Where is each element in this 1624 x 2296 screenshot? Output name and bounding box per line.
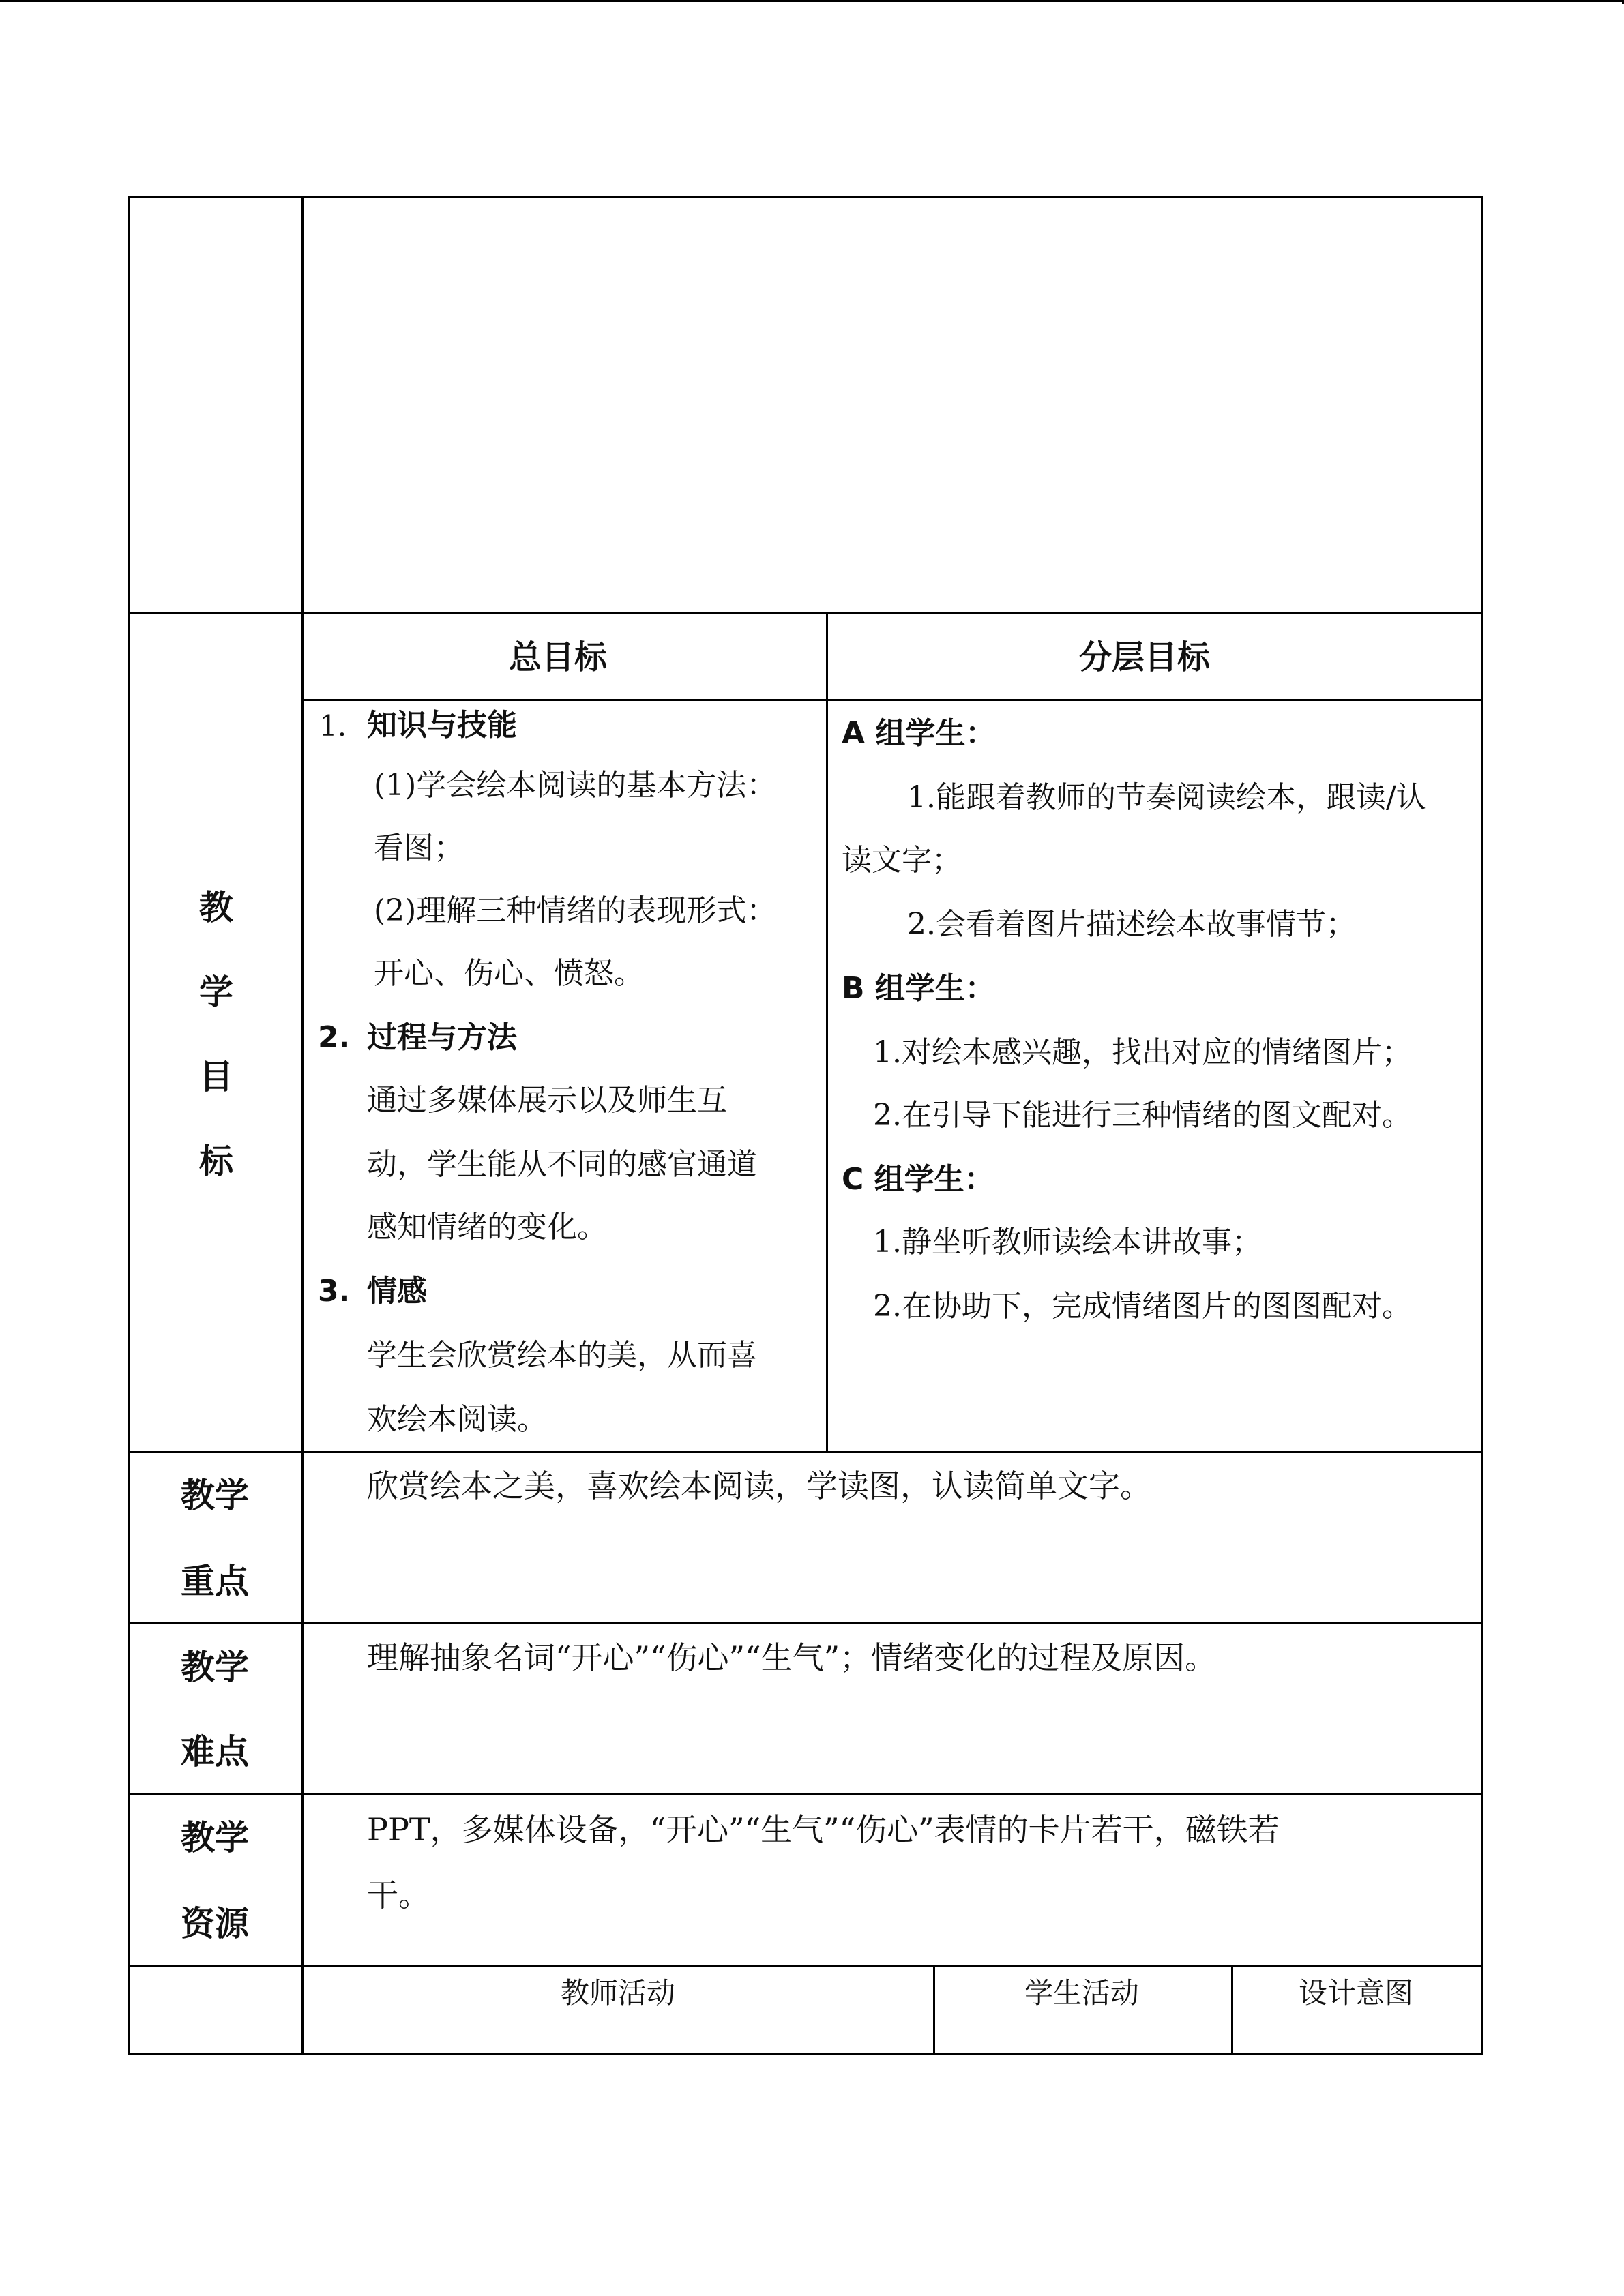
page-top-border	[0, 0, 1624, 2]
row-divider-difficulties-top	[128, 1622, 1483, 1624]
overall-item1-line3: (2)理解三种情绪的表现形式：	[374, 893, 777, 928]
group-c-line2: 2.在协助下，完成情绪图片的图图配对。	[873, 1289, 1412, 1324]
overall-item1-number: 1.	[319, 709, 347, 743]
objectives-label-char-2: 学	[199, 972, 233, 1012]
key-points-content: 欣赏绘本之美，喜欢绘本阅读，学读图，认读简单文字。	[367, 1467, 1151, 1504]
group-c-line1: 1.静坐听教师读绘本讲故事；	[873, 1225, 1262, 1259]
overall-item3-line1: 学生会欣赏绘本的美，从而喜	[367, 1338, 757, 1373]
objectives-label-char-1: 教	[199, 888, 233, 927]
overall-item2-title: 过程与方法	[367, 1020, 517, 1055]
overall-item1-line1: (1)学会绘本阅读的基本方法：	[374, 768, 777, 803]
group-b-line1: 1.对绘本感兴趣，找出对应的情绪图片；	[873, 1035, 1412, 1070]
group-a-line1: 1.能跟着教师的节奏阅读绘本，跟读/认	[907, 780, 1426, 815]
resources-label-line1: 教学	[181, 1818, 249, 1858]
row-divider-resources-top	[128, 1793, 1483, 1795]
overall-item3-number: 3.	[318, 1274, 351, 1309]
resources-content-line1: PPT，多媒体设备，“开心”“生气”“伤心”表情的卡片若干，磁铁若	[367, 1811, 1280, 1848]
overall-item1-line2: 看图；	[374, 831, 464, 865]
activities-divider-2	[1231, 1965, 1233, 2055]
activities-divider-1	[933, 1965, 935, 2055]
overall-item2-line2: 动，学生能从不同的感官通道	[367, 1147, 757, 1182]
label-column-divider	[301, 196, 304, 2055]
table-border-top	[128, 196, 1483, 198]
design-intent-header: 设计意图	[1299, 1976, 1414, 2010]
group-b-title: B 组学生：	[842, 971, 995, 1006]
objectives-label-char-3: 目	[199, 1057, 233, 1097]
difficulties-label-line1: 教学	[181, 1648, 249, 1687]
overall-goals-header: 总目标	[509, 638, 608, 676]
row-divider-activities-top	[128, 1965, 1483, 1967]
row-divider-key-points-top	[128, 1451, 1483, 1453]
group-a-line2: 读文字；	[842, 843, 962, 878]
group-c-title: C 组学生：	[842, 1162, 994, 1197]
layered-goals-header: 分层目标	[1079, 638, 1211, 676]
overall-item2-number: 2.	[318, 1020, 351, 1055]
teacher-activity-header: 教师活动	[561, 1976, 676, 2010]
overall-item2-line3: 感知情绪的变化。	[367, 1210, 607, 1244]
overall-item3-title: 情感	[367, 1274, 427, 1309]
key-points-label-line1: 教学	[181, 1476, 249, 1515]
overall-item3-line2: 欢绘本阅读。	[367, 1402, 547, 1437]
overall-item1-line4: 开心、伤心、愤怒。	[374, 956, 644, 991]
key-points-label-line2: 重点	[181, 1562, 249, 1601]
table-border-bottom	[128, 2053, 1483, 2055]
row-divider-objectives-top	[128, 612, 1483, 614]
student-activity-header: 学生活动	[1024, 1976, 1140, 2010]
table-border-right	[1481, 196, 1483, 2055]
resources-label-line2: 资源	[181, 1904, 249, 1943]
overall-item1-title: 知识与技能	[367, 708, 517, 743]
table-border-left	[128, 196, 130, 2055]
difficulties-label-line2: 难点	[181, 1732, 249, 1772]
group-a-title: A 组学生：	[842, 716, 996, 751]
group-b-line2: 2.在引导下能进行三种情绪的图文配对。	[873, 1098, 1412, 1133]
group-a-line3: 2.会看着图片描述绘本故事情节；	[907, 907, 1356, 942]
overall-item2-line1: 通过多媒体展示以及师生互	[367, 1083, 727, 1118]
resources-content-line2: 干。	[367, 1877, 430, 1913]
objectives-column-divider	[826, 612, 828, 1453]
difficulties-content: 理解抽象名词“开心”“伤心”“生气”；情绪变化的过程及原因。	[367, 1639, 1217, 1676]
objectives-header-divider	[301, 699, 1483, 701]
objectives-label-char-4: 标	[199, 1142, 233, 1181]
